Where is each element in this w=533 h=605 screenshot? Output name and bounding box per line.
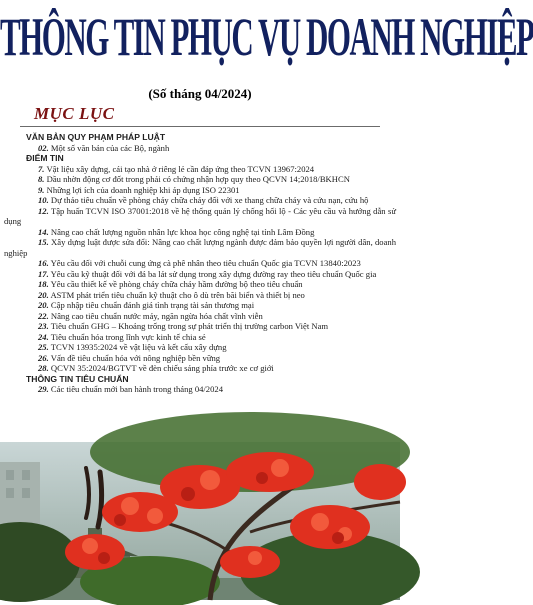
toc-entry[interactable] xyxy=(4,321,396,332)
table-of-contents xyxy=(4,132,396,395)
toc-entry[interactable] xyxy=(4,290,396,301)
toc-entry[interactable] xyxy=(4,332,396,343)
toc-heading: MỤC LỤC xyxy=(34,104,115,123)
page-number: 29. xyxy=(38,384,49,394)
page-number: 02. xyxy=(38,142,49,153)
toc-divider xyxy=(20,126,380,127)
toc-entry[interactable] xyxy=(4,195,396,206)
section-news: ĐIỂM TIN xyxy=(26,153,64,163)
page-number: 23. xyxy=(38,321,49,331)
page-number: 18. xyxy=(38,279,49,289)
entry-title: Tiêu chuẩn GHG – Khoảng trống trong sự phát triển thị trường carbon Việt Nam xyxy=(50,321,329,331)
entry-title: Dự thảo tiêu chuẩn về phòng cháy chữa cháy đối với xe thang chữa cháy và cứu nạn, cứu hộ xyxy=(50,195,369,205)
entry-title: Những lợi ích của doanh nghiệp khi áp dụng ISO 22301 xyxy=(46,184,240,195)
entry-title: Nâng cao chất lượng nguồn nhân lực khoa học công nghệ tại tỉnh Lâm Đồng xyxy=(50,226,315,237)
entry-title: Vấn đề tiêu chuẩn hóa với nông nghiệp bền vững xyxy=(50,352,221,363)
page-number: 25. xyxy=(38,342,49,352)
entry-title: Cập nhập tiêu chuẩn đánh giá tình trạng tài sản thương mại xyxy=(50,300,255,310)
entry-title: Dầu nhờn động cơ đốt trong phải có chứng nhận hợp quy theo QCVN 14;2018/BKHCN xyxy=(46,174,350,184)
toc-entry[interactable] xyxy=(4,269,396,280)
cover-photo xyxy=(0,442,400,600)
toc-entry[interactable] xyxy=(4,164,396,175)
entry-title: Một số văn bản của các Bộ, ngành xyxy=(50,142,170,153)
page-number: 8. xyxy=(38,174,45,184)
page-number: 15. xyxy=(38,237,49,247)
toc-entry[interactable] xyxy=(4,227,396,238)
entry-title: Yêu cầu đối với chuỗi cung ứng cà phê nhân theo tiêu chuẩn Quốc gia TCVN 13840:2023 xyxy=(50,258,361,268)
page-number: 22. xyxy=(38,310,49,321)
page-number: 20. xyxy=(38,289,49,300)
page-number: 12. xyxy=(38,205,49,216)
entry-title: TCVN 13935:2024 về vật liệu và kết cấu xây dựng xyxy=(50,342,227,352)
entry-title: Xây dựng luật được sửa đổi: Nâng cao chất lượng ngành được đảm bảo quyền lợi người dân, doanh nghiệp xyxy=(4,237,397,258)
toc-entry[interactable] xyxy=(4,143,396,154)
page-number: 17. xyxy=(38,268,49,279)
page-number: 20. xyxy=(38,300,49,310)
page-number: 10. xyxy=(38,195,49,205)
entry-title: QCVN 35:2024/BGTVT về đèn chiếu sáng phía trước xe cơ giới xyxy=(50,363,274,373)
toc-entry[interactable] xyxy=(4,237,396,258)
entry-title: Yêu cầu thiết kế về phòng cháy chữa cháy hầm đường bộ theo tiêu chuẩn xyxy=(50,279,303,289)
page-number: 9. xyxy=(38,184,45,195)
toc-entry[interactable] xyxy=(4,279,396,290)
page-number: 16. xyxy=(38,258,49,268)
entry-title: Vật liệu xây dựng, cái tạo nhà ở riêng lẻ cần đáp ứng theo TCVN 13967:2024 xyxy=(46,163,315,174)
toc-entry[interactable] xyxy=(4,342,396,353)
publication-title: THÔNG TIN PHỤC VỤ DOANH NGHIỆP xyxy=(0,6,533,68)
entry-title: Nâng cao tiêu chuẩn nước máy, ngăn ngừa hóa chất vĩnh viễn xyxy=(50,310,263,321)
page-number: 14. xyxy=(38,226,49,237)
entry-title: Tập huấn TCVN ISO 37001:2018 về hệ thống quản lý chống hối lộ - Các yêu cầu và hướng dẫn sử dụng xyxy=(4,205,396,226)
toc-entry[interactable] xyxy=(4,311,396,322)
flame-tree-illustration xyxy=(0,442,400,600)
toc-entry[interactable] xyxy=(4,206,396,227)
entry-title: Các tiêu chuẩn mới ban hành trong tháng 04/2024 xyxy=(50,384,223,394)
entry-title: ASTM phát triển tiêu chuẩn kỹ thuật cho ô dù trên bãi biển và thiết bị neo xyxy=(50,289,305,300)
entry-title: Yêu cầu kỹ thuật đối với đá ba lát sử dụng trong xây dựng đường ray theo tiêu chuẩn Quốc gia xyxy=(50,268,377,279)
toc-entry[interactable] xyxy=(4,363,396,374)
section-legal-documents: VĂN BẢN QUY PHẠM PHÁP LUẬT xyxy=(26,132,166,142)
page-number: 24. xyxy=(38,331,49,342)
toc-entry[interactable] xyxy=(4,384,396,395)
toc-entry[interactable] xyxy=(4,258,396,269)
toc-entry[interactable] xyxy=(4,300,396,311)
toc-entry[interactable] xyxy=(4,353,396,364)
entry-title: Tiêu chuẩn hóa trong lĩnh vực kinh tế chia sẻ xyxy=(50,331,206,342)
toc-entry[interactable] xyxy=(4,185,396,196)
section-standards-info: THÔNG TIN TIÊU CHUẨN xyxy=(26,373,129,384)
toc-entry[interactable] xyxy=(4,174,396,185)
page-number: 26. xyxy=(38,352,49,363)
page-number: 28. xyxy=(38,363,49,373)
page-number: 7. xyxy=(38,163,45,174)
issue-number: (Số tháng 04/2024) xyxy=(148,86,252,101)
